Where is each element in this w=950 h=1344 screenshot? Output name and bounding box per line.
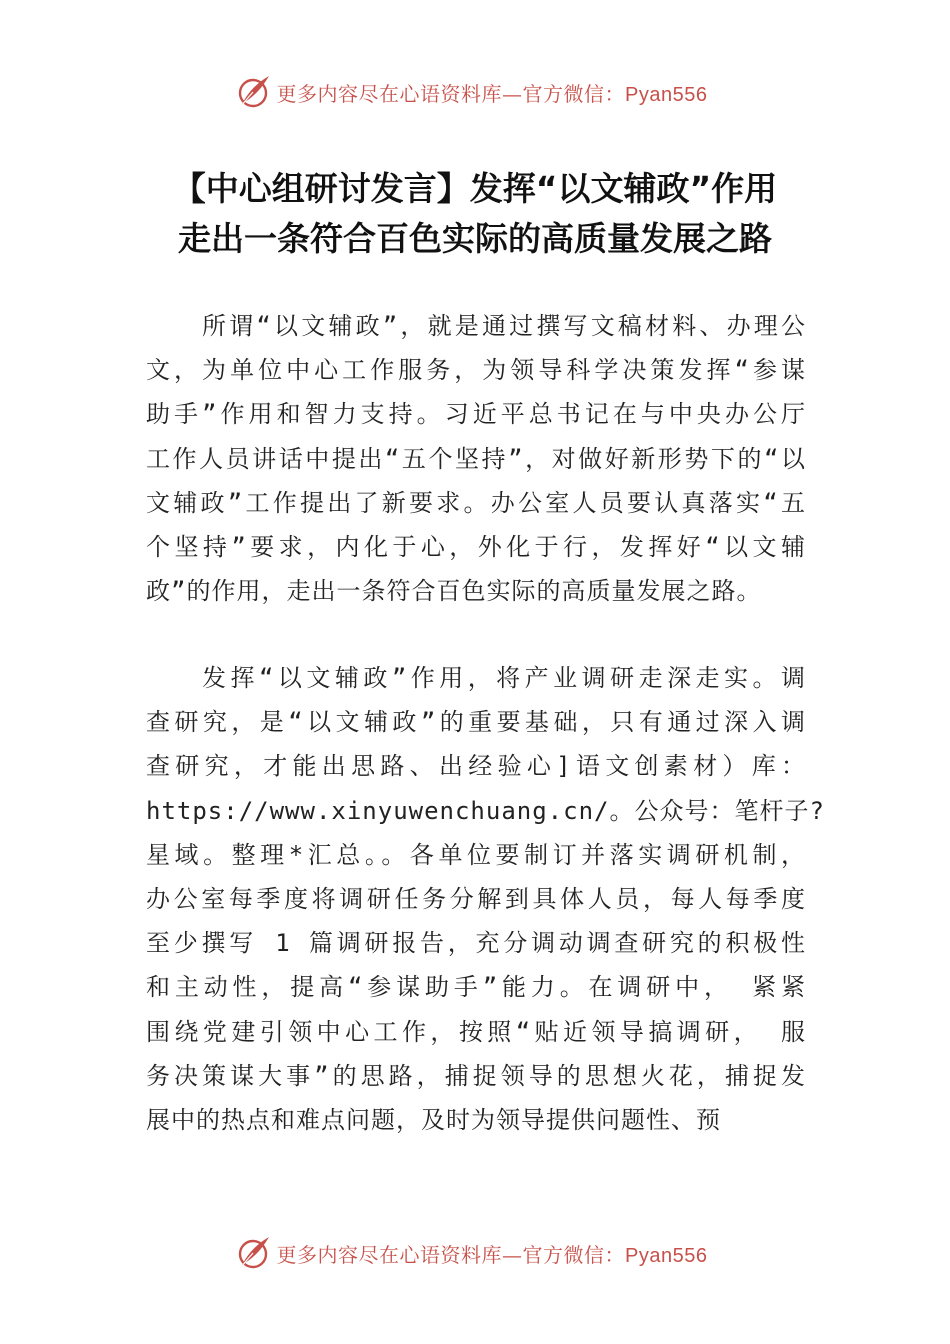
wechat-id: Pyan556 bbox=[625, 83, 708, 106]
document-title bbox=[0, 164, 950, 264]
paragraph-line: 星域。整理*汇总。。各单位要制订并落实调研机制， bbox=[146, 840, 806, 869]
paragraph-1 bbox=[146, 304, 806, 613]
paragraph-line: 查研究，是“以文辅政”的重要基础，只有通过深入调 bbox=[146, 708, 806, 737]
banner-caption: 更多内容尽在心语资料库—官方微信： bbox=[276, 1242, 626, 1267]
paragraph-line: 展中的热点和难点问题，及时为领导提供问题性、预 bbox=[146, 1106, 721, 1135]
title-line-1: 【中心组研讨发言】发挥“以文辅政”作用 bbox=[172, 169, 778, 208]
footer-banner bbox=[0, 1231, 950, 1275]
title-line-2: 走出一条符合百色实际的高质量发展之路 bbox=[178, 219, 772, 258]
banner-text bbox=[277, 78, 708, 107]
paragraph-line: 务决策谋大事”的思路，捕捉领导的思想火花，捕捉发 bbox=[146, 1061, 806, 1090]
paragraph-line: 查研究，才能出思路、出经验心]语文创素材）库： bbox=[146, 752, 806, 781]
paragraph-line: 办公室每季度将调研任务分解到具体人员，每人每季度 bbox=[146, 885, 806, 914]
header-banner bbox=[0, 70, 950, 114]
paragraph-line: 和主动性，提高“参谋助手”能力。在调研中， 紧紧 bbox=[146, 973, 806, 1002]
paragraph-line: 文，为单位中心工作服务，为领导科学决策发挥“参谋 bbox=[146, 356, 806, 385]
wechat-id: Pyan556 bbox=[625, 1244, 708, 1267]
paragraph-line: 文辅政”工作提出了新要求。办公室人员要认真落实“五 bbox=[146, 488, 806, 517]
paragraph-line: 围绕党建引领中心工作，按照“贴近领导搞调研， 服 bbox=[146, 1017, 806, 1046]
banner-caption: 更多内容尽在心语资料库—官方微信： bbox=[276, 81, 626, 106]
paragraph-line: 至少撰写 1 篇调研报告，充分调动调查研究的积极性 bbox=[146, 929, 806, 958]
banner-text bbox=[277, 1239, 708, 1268]
feather-pen-logo-icon bbox=[233, 72, 273, 112]
paragraph-line: 个坚持”要求，内化于心，外化于行，发挥好“以文辅 bbox=[146, 533, 806, 562]
paragraph-line: 发挥“以文辅政”作用，将产业调研走深走实。调 bbox=[202, 664, 806, 692]
paragraph-line: 政”的作用，走出一条符合百色实际的高质量发展之路。 bbox=[146, 577, 762, 606]
feather-pen-logo-icon bbox=[233, 1233, 273, 1273]
paragraph-line: 所谓“以文辅政”，就是通过撰写文稿材料、办理公 bbox=[202, 312, 806, 340]
paragraph-2 bbox=[146, 656, 825, 1142]
paragraph-line: https://www.xinyuwenchuang.cn/。公众号：笔杆子? bbox=[146, 796, 825, 825]
paragraph-line: 工作人员讲话中提出“五个坚持”，对做好新形势下的“以 bbox=[146, 444, 806, 473]
paragraph-line: 助手”作用和智力支持。习近平总书记在与中央办公厅 bbox=[146, 400, 806, 429]
